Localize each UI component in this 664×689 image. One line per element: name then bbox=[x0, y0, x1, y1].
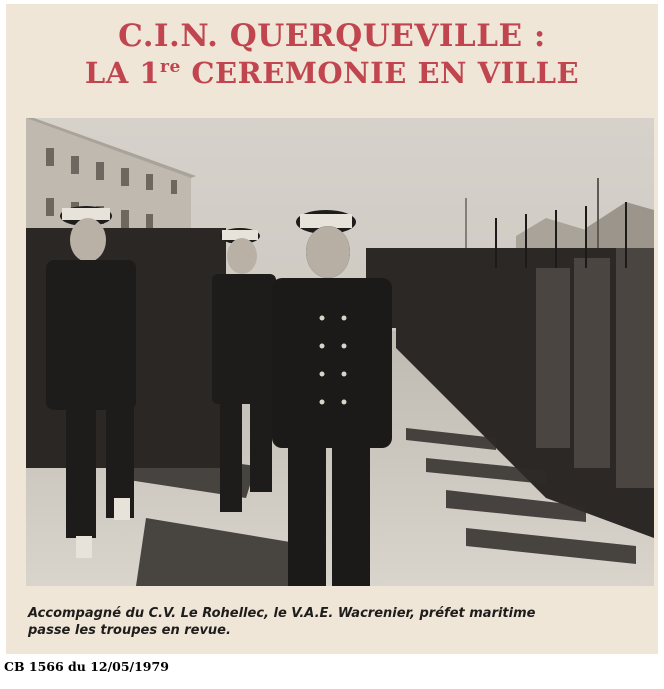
newspaper-clipping bbox=[6, 4, 658, 654]
headline-line-1: C.I.N. QUERQUEVILLE : bbox=[118, 18, 546, 54]
headline-line-2 bbox=[6, 56, 658, 90]
headline-line-2-suffix: CEREMONIE EN VILLE bbox=[180, 56, 580, 90]
source-reference: CB 1566 du 12/05/1979 bbox=[4, 659, 169, 674]
caption-line-1: Accompagné du C.V. Le Rohellec, le V.A.E. Wacrenier, préfet maritime bbox=[28, 606, 536, 621]
photo-caption bbox=[28, 605, 658, 639]
headline-ordinal-superscript: re bbox=[160, 57, 181, 77]
caption-line-2: passe les troupes en revue. bbox=[28, 623, 231, 638]
headline-line-2-prefix: LA 1 bbox=[84, 56, 161, 90]
ceremony-photo bbox=[26, 118, 654, 586]
